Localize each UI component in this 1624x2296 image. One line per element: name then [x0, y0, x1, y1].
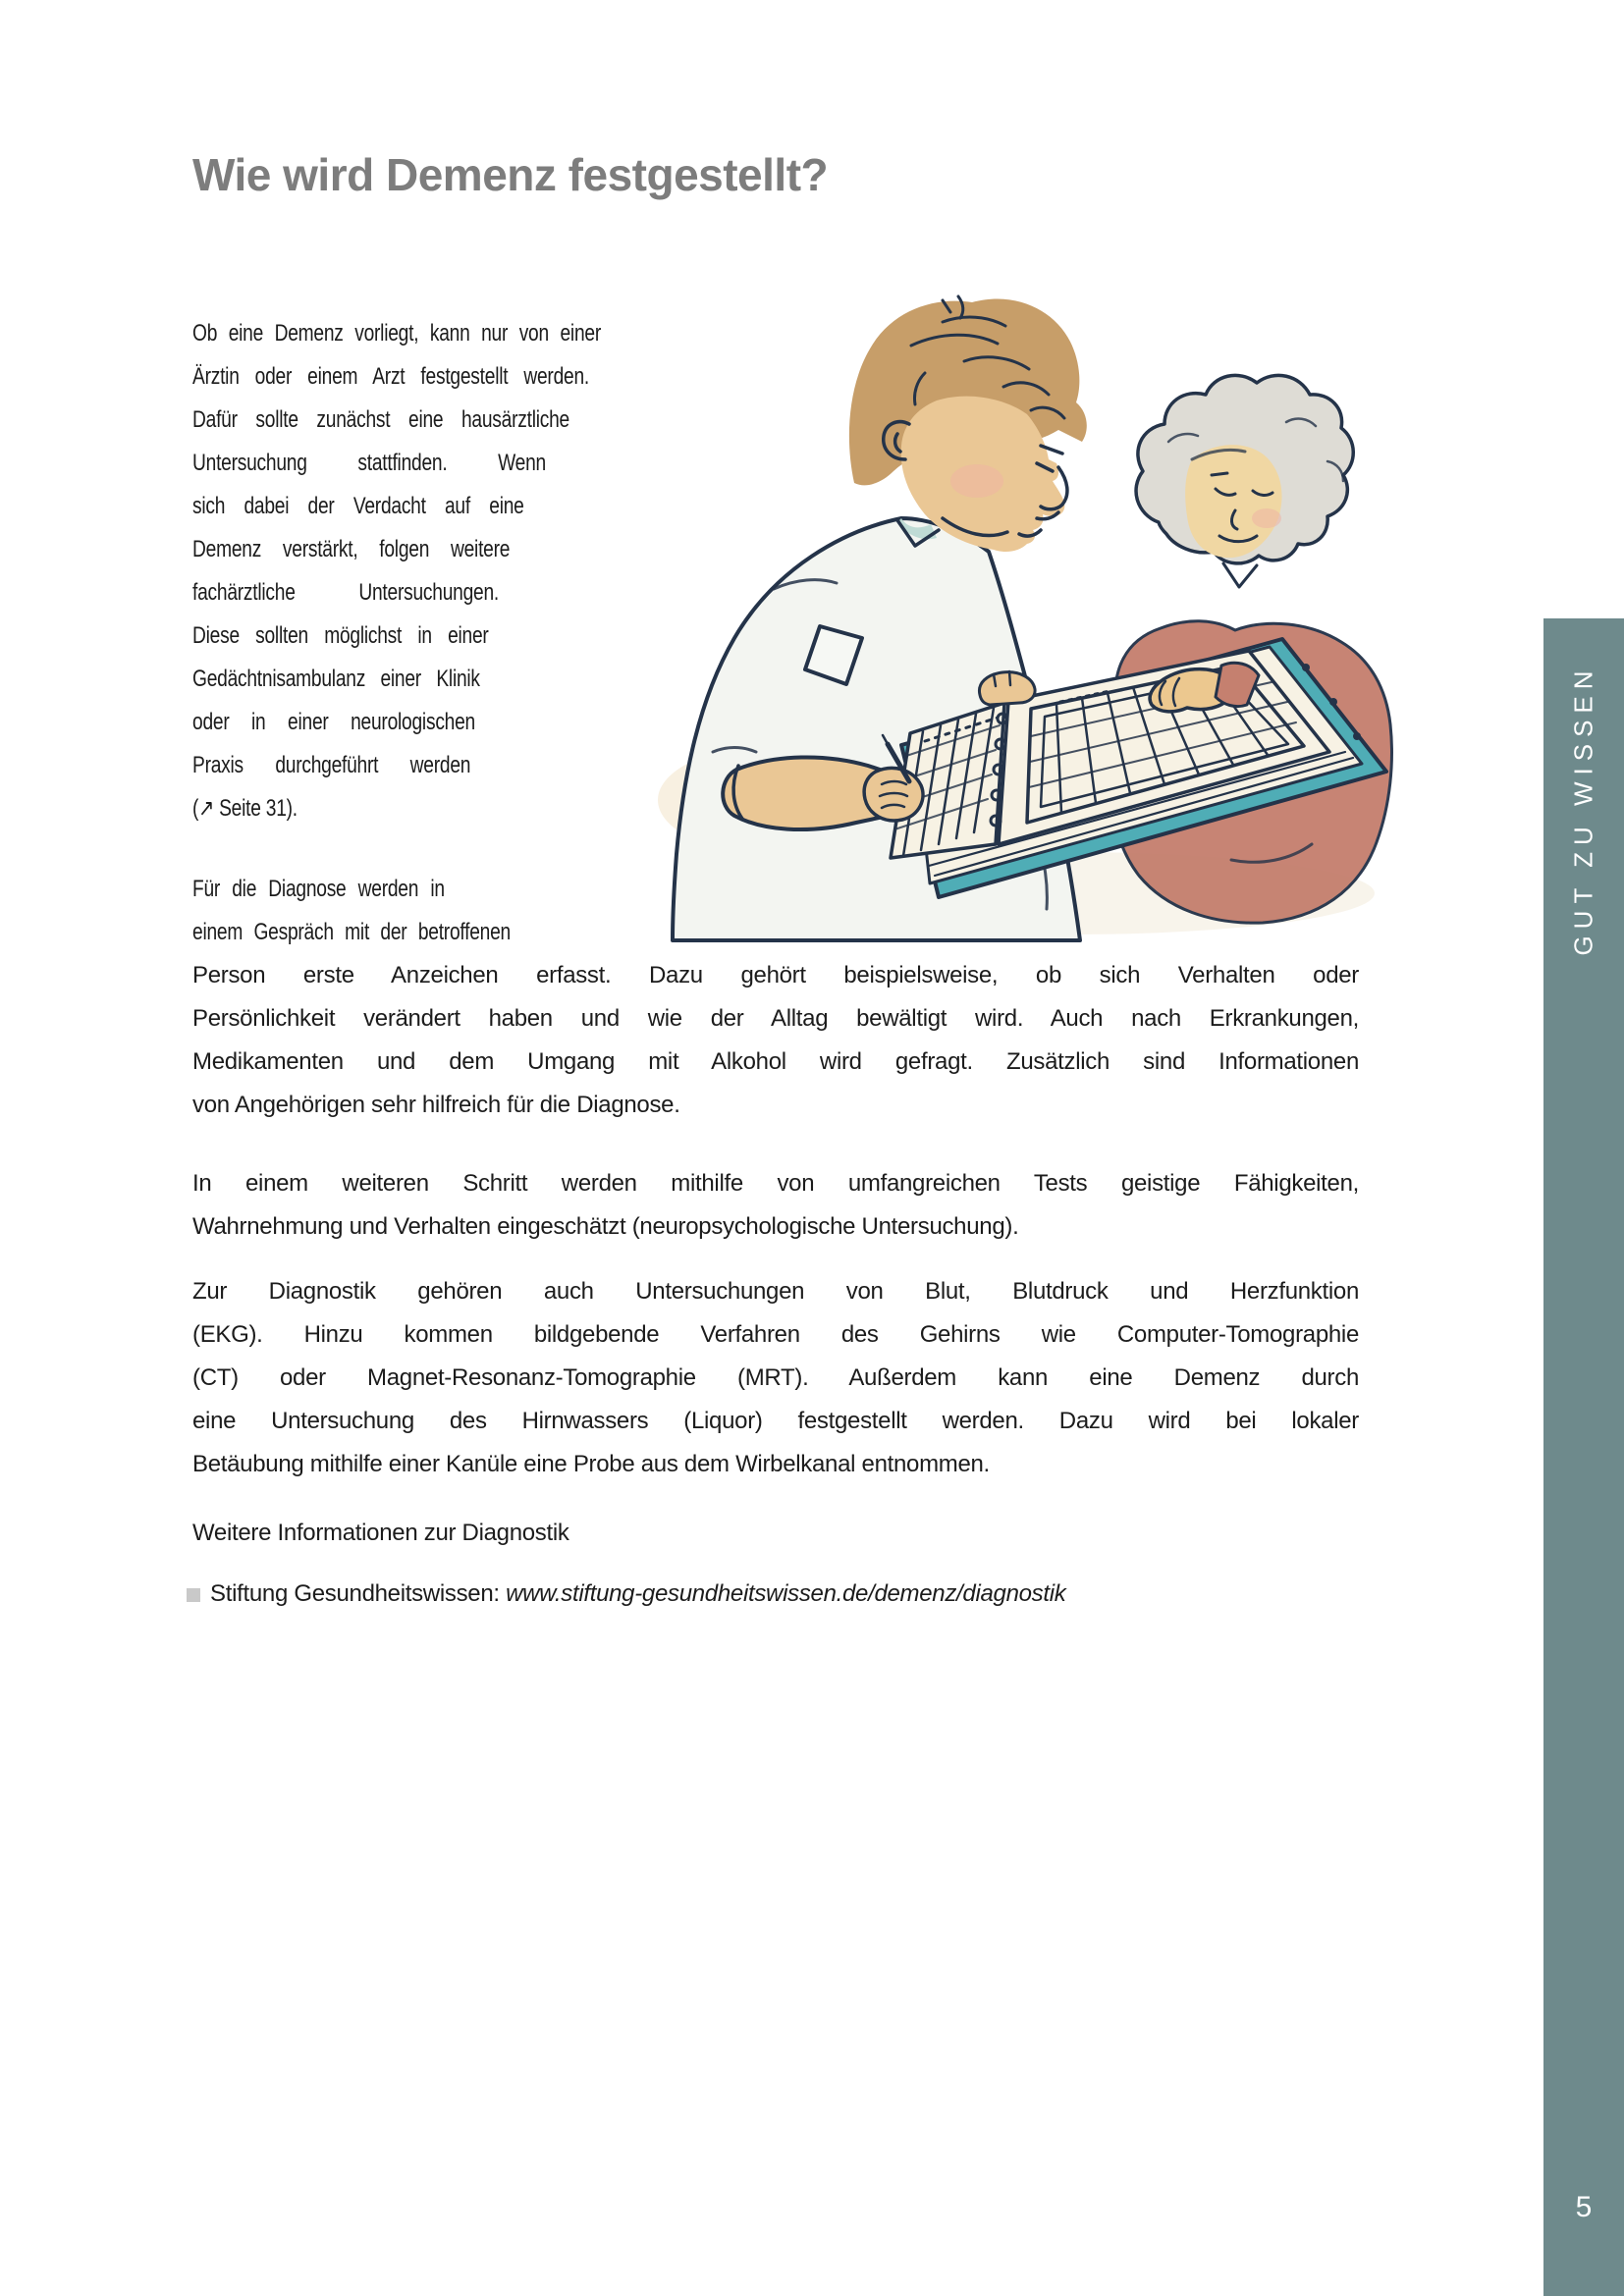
paragraph-line: Person erste Anzeichen erfasst. Dazu gehört beispielsweise, ob sich Verhalten oder	[192, 962, 1359, 988]
paragraph-line: eine Untersuchung des Hirnwassers (Liquor) festgestellt werden. Dazu wird bei lokaler	[192, 1408, 1359, 1434]
patient-blush	[1252, 508, 1281, 528]
paragraph-line: Für die Diagnose werden in	[192, 876, 445, 902]
link-item-label: Stiftung Gesundheitswissen:	[210, 1580, 507, 1607]
paragraph-line: Wahrnehmung und Verhalten eingeschätzt (neuropsychologische Untersuchung).	[192, 1213, 1019, 1240]
link-item-text	[210, 1580, 1065, 1607]
square-bullet-icon	[187, 1588, 200, 1602]
page-title: Wie wird Demenz festgestellt?	[192, 148, 829, 200]
cover-hole	[1302, 664, 1310, 671]
paragraph-line: (CT) oder Magnet-Resonanz-Tomographie (MRT). Außerdem kann eine Demenz durch	[192, 1364, 1359, 1391]
paragraph-line: Gedächtnisambulanz einer Klinik	[192, 666, 480, 692]
paragraph-line: Untersuchung stattfinden. Wenn	[192, 450, 546, 476]
page-number: 5	[1575, 2191, 1593, 2223]
paragraph-line: Demenz verstärkt, folgen weitere	[192, 536, 511, 562]
paragraph-line: (EKG). Hinzu kommen bildgebende Verfahren des Gehirns wie Computer-Tomographie	[192, 1321, 1359, 1348]
paragraph-line: In einem weiteren Schritt werden mithilfe von umfangreichen Tests geistige Fähigkeiten,	[192, 1170, 1359, 1197]
doctor-blush	[950, 464, 1003, 498]
paragraph-line: Dafür sollte zunächst eine hausärztliche	[192, 406, 569, 433]
paragraph-line: fachärztliche Untersuchungen.	[192, 579, 499, 606]
paragraph-line: Praxis durchgeführt werden	[192, 752, 471, 778]
cover-hole	[1329, 698, 1337, 706]
patient-head	[1136, 375, 1353, 587]
paragraph-line: Ob eine Demenz vorliegt, kann nur von einer	[192, 320, 601, 347]
link-item-url[interactable]: www.stiftung-gesundheitswissen.de/demenz/diagnostik	[506, 1580, 1066, 1607]
chapter-sidebar-label: GUT ZU WISSEN	[1568, 664, 1598, 956]
doctor-patient-illustration	[481, 206, 1394, 942]
paragraph-more-info	[192, 1512, 1359, 1555]
paragraph-line: Medikamenten und dem Umgang mit Alkohol wird gefragt. Zusätzlich sind Informationen	[192, 1048, 1359, 1075]
paragraph-3	[192, 1162, 1359, 1249]
paragraph-line: von Angehörigen sehr hilfreich für die Diagnose.	[192, 1092, 680, 1118]
paragraph-line: Persönlichkeit verändert haben und wie der Alltag bewältigt wird. Auch nach Erkrankungen,	[192, 1005, 1359, 1032]
paragraph-line: sich dabei der Verdacht auf eine	[192, 493, 524, 519]
paragraph-line: oder in einer neurologischen	[192, 709, 475, 735]
paragraph-line: Diese sollten möglichst in einer	[192, 622, 489, 649]
cover-hole	[1353, 732, 1361, 740]
paragraph-line: Ärztin oder einem Arzt festgestellt werden.	[192, 363, 589, 390]
paragraph-line-pageref: (↗ Seite 31).	[192, 795, 298, 822]
paragraph-line: Betäubung mithilfe einer Kanüle eine Probe aus dem Wirbelkanal entnommen.	[192, 1451, 990, 1477]
paragraph-line: Weitere Informationen zur Diagnostik	[192, 1520, 569, 1546]
paragraph-line: einem Gespräch mit der betroffenen	[192, 919, 511, 945]
paragraph-line: Zur Diagnostik gehören auch Untersuchungen von Blut, Blutdruck und Herzfunktion	[192, 1278, 1359, 1305]
doctor-left-hand	[979, 672, 1035, 705]
paragraph-4	[192, 1270, 1359, 1486]
link-list-item	[187, 1573, 1065, 1616]
